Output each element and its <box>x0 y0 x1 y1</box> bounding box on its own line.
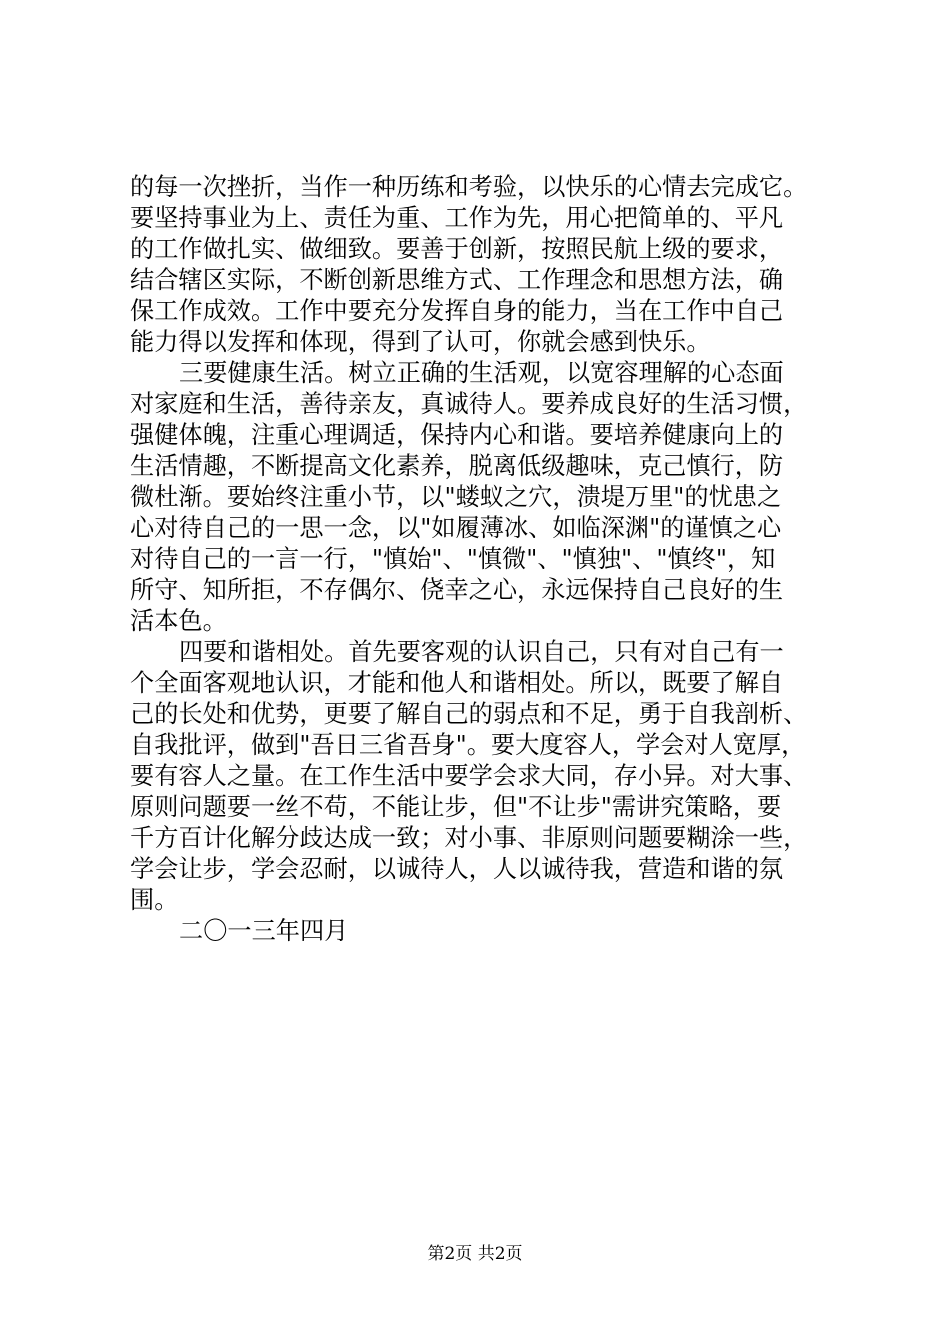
document-date: 二〇一三年四月 <box>179 917 349 945</box>
text-line: 所守、知所拒，不存偶尔、侥幸之心，永远保持自己良好的生 <box>130 576 784 604</box>
text-line: 三要健康生活。树立正确的生活观，以宽容理解的心态面 <box>179 359 784 387</box>
text-line: 学会让步，学会忍耐，以诚待人，人以诚待我，营造和谐的氛 <box>130 855 784 883</box>
paragraph-1 <box>130 172 835 358</box>
text-line: 的工作做扎实、做细致。要善于创新，按照民航上级的要求， <box>130 235 784 263</box>
text-line: 能力得以发挥和体现，得到了认可，你就会感到快乐。 <box>130 328 711 356</box>
page-number-footer: 第2页 共2页 <box>427 1244 523 1264</box>
text-line: 千方百计化解分歧达成一致；对小事、非原则问题要糊涂一些， <box>130 824 808 852</box>
text-line: 保工作成效。工作中要充分发挥自身的能力，当在工作中自己 <box>130 297 784 325</box>
document-body <box>130 172 835 947</box>
text-line: 生活情趣，不断提高文化素养，脱离低级趣味，克己慎行，防 <box>130 452 784 480</box>
text-line: 个全面客观地认识，才能和他人和谐相处。所以，既要了解自 <box>130 669 784 697</box>
text-line: 微杜渐。要始终注重小节，以"蝼蚁之穴，溃堤万里"的忧患之 <box>130 483 782 511</box>
text-line: 要有容人之量。在工作生活中要学会求大同，存小异。对大事、 <box>130 762 808 790</box>
text-line: 要坚持事业为上、责任为重、工作为先，用心把简单的、平凡 <box>130 204 784 232</box>
text-line: 对待自己的一言一行，"慎始"、"慎微"、"慎独"、"慎终"，知 <box>130 545 776 573</box>
text-line: 的每一次挫折，当作一种历练和考验，以快乐的心情去完成它。 <box>130 173 808 201</box>
text-line: 自我批评，做到"吾日三省吾身"。要大度容人，学会对人宽厚， <box>130 731 806 759</box>
text-line: 活本色。 <box>130 607 227 635</box>
text-line: 围。 <box>130 886 179 914</box>
text-line: 对家庭和生活，善待亲友，真诚待人。要养成良好的生活习惯， <box>130 390 808 418</box>
text-line: 原则问题要一丝不苟，不能让步，但"不让步"需讲究策略，要 <box>130 793 782 821</box>
text-line: 己的长处和优势，更要了解自己的弱点和不足，勇于自我剖析、 <box>130 700 808 728</box>
text-line: 强健体魄，注重心理调适，保持内心和谐。要培养健康向上的 <box>130 421 784 449</box>
text-line: 心对待自己的一思一念，以"如履薄冰、如临深渊"的谨慎之心 <box>130 514 782 542</box>
paragraph-harmony <box>130 637 835 916</box>
paragraph-healthy-living <box>130 358 835 637</box>
text-line: 四要和谐相处。首先要客观的认识自己，只有对自己有一 <box>179 638 784 666</box>
text-line: 结合辖区实际，不断创新思维方式、工作理念和思想方法，确 <box>130 266 784 294</box>
